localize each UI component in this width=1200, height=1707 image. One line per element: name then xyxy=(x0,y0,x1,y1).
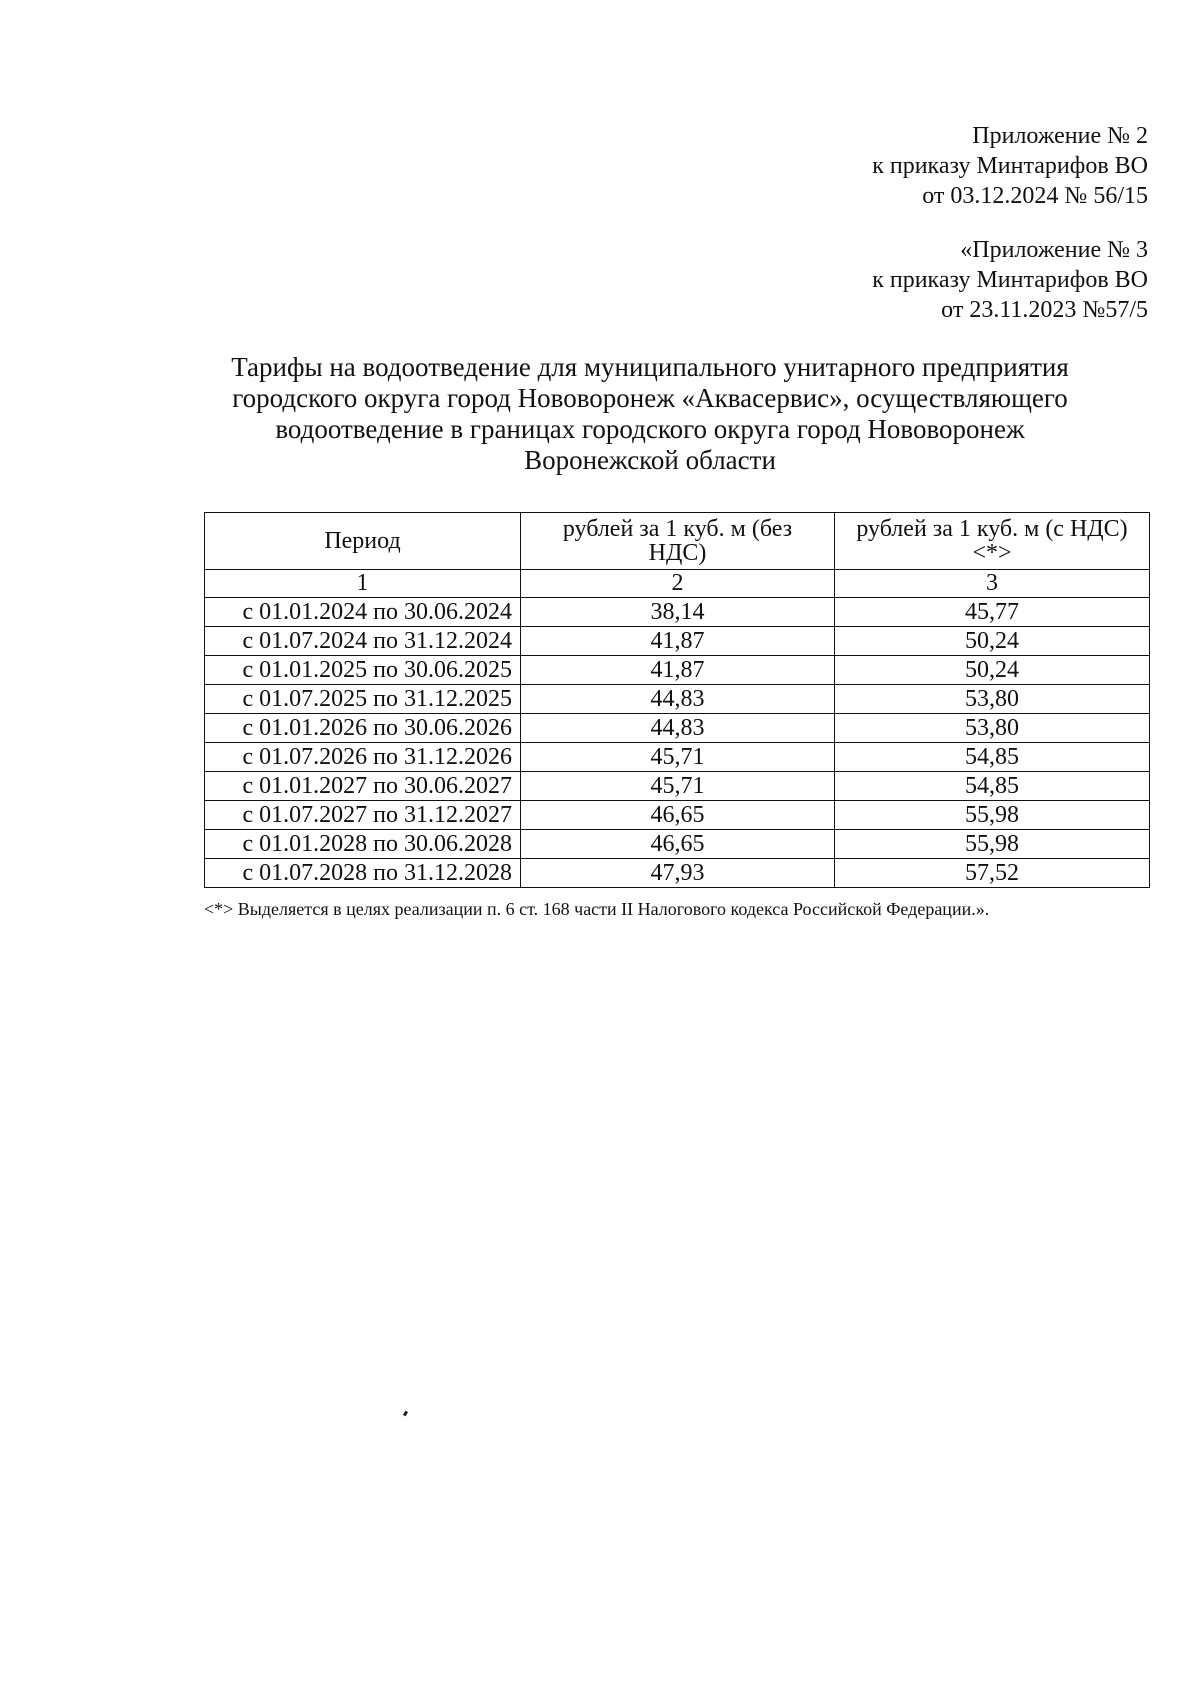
period-cell: с 01.07.2027 по 31.12.2027 xyxy=(205,801,521,830)
table-row xyxy=(205,830,1150,859)
table-row xyxy=(205,656,1150,685)
appendix-header-current xyxy=(872,121,1148,211)
table-row xyxy=(205,627,1150,656)
column-number: 1 xyxy=(205,570,521,598)
scan-speck xyxy=(403,1411,408,1417)
price-without-vat-cell: 45,71 xyxy=(521,772,835,801)
period-cell: с 01.07.2026 по 31.12.2026 xyxy=(205,743,521,772)
period-cell: с 01.01.2027 по 30.06.2027 xyxy=(205,772,521,801)
price-with-vat-cell: 55,98 xyxy=(835,801,1150,830)
table-row xyxy=(205,598,1150,627)
header-price-with-vat xyxy=(835,513,1150,570)
footnote: <*> Выделяется в целях реализации п. 6 ст. 168 части II Налогового кодекса Российской Федерации.». xyxy=(204,899,990,919)
table-row xyxy=(205,859,1150,888)
header-line: <*> xyxy=(972,540,1012,566)
price-with-vat-cell: 54,85 xyxy=(835,772,1150,801)
price-without-vat-cell: 44,83 xyxy=(521,685,835,714)
period-cell: с 01.07.2028 по 31.12.2028 xyxy=(205,859,521,888)
price-with-vat-cell: 53,80 xyxy=(835,714,1150,743)
appendix-number: «Приложение № 3 xyxy=(960,237,1148,263)
table-row xyxy=(205,801,1150,830)
period-cell: с 01.01.2028 по 30.06.2028 xyxy=(205,830,521,859)
price-without-vat-cell: 45,71 xyxy=(521,743,835,772)
header-line: рублей за 1 куб. м (с НДС) xyxy=(856,516,1128,542)
price-without-vat-cell: 41,87 xyxy=(521,627,835,656)
price-with-vat-cell: 53,80 xyxy=(835,685,1150,714)
period-cell: с 01.01.2025 по 30.06.2025 xyxy=(205,656,521,685)
price-without-vat-cell: 38,14 xyxy=(521,598,835,627)
price-with-vat-cell: 50,24 xyxy=(835,627,1150,656)
appendix-order-date: от 03.12.2024 № 56/15 xyxy=(922,183,1148,209)
price-with-vat-cell: 57,52 xyxy=(835,859,1150,888)
price-with-vat-cell: 50,24 xyxy=(835,656,1150,685)
header-line: рублей за 1 куб. м (без xyxy=(562,516,793,542)
table-row xyxy=(205,743,1150,772)
period-cell: с 01.07.2025 по 31.12.2025 xyxy=(205,685,521,714)
price-without-vat-cell: 46,65 xyxy=(521,801,835,830)
title-line: городского округа город Нововоронеж «Аквасервис», осуществляющего xyxy=(232,383,1068,413)
appendix-order-ref: к приказу Минтарифов ВО xyxy=(872,153,1148,179)
appendix-order-ref: к приказу Минтарифов ВО xyxy=(872,267,1148,293)
period-cell: с 01.01.2024 по 30.06.2024 xyxy=(205,598,521,627)
table-row xyxy=(205,714,1150,743)
period-cell: с 01.07.2024 по 31.12.2024 xyxy=(205,627,521,656)
title-line: Тарифы на водоотведение для муниципального унитарного предприятия xyxy=(231,352,1069,382)
appendix-header-previous xyxy=(872,235,1148,325)
header-period-label: Период xyxy=(324,528,401,554)
price-with-vat-cell: 54,85 xyxy=(835,743,1150,772)
column-number-row xyxy=(205,570,1150,598)
appendix-order-date: от 23.11.2023 №57/5 xyxy=(941,297,1148,323)
price-without-vat-cell: 44,83 xyxy=(521,714,835,743)
appendix-number: Приложение № 2 xyxy=(972,123,1148,149)
header-period xyxy=(205,513,521,570)
column-number: 2 xyxy=(521,570,835,598)
header-price-without-vat xyxy=(521,513,835,570)
header-line: НДС) xyxy=(648,540,707,566)
table-row xyxy=(205,685,1150,714)
title-line: Воронежской области xyxy=(524,445,776,475)
period-cell: с 01.01.2026 по 30.06.2026 xyxy=(205,714,521,743)
column-number: 3 xyxy=(835,570,1150,598)
tariff-table xyxy=(204,512,1150,888)
table-header-row xyxy=(205,513,1150,570)
price-without-vat-cell: 46,65 xyxy=(521,830,835,859)
price-without-vat-cell: 47,93 xyxy=(521,859,835,888)
price-without-vat-cell: 41,87 xyxy=(521,656,835,685)
table-row xyxy=(205,772,1150,801)
document-title xyxy=(200,352,1100,476)
title-line: водоотведение в границах городского округа город Нововоронеж xyxy=(275,414,1025,444)
price-with-vat-cell: 55,98 xyxy=(835,830,1150,859)
price-with-vat-cell: 45,77 xyxy=(835,598,1150,627)
